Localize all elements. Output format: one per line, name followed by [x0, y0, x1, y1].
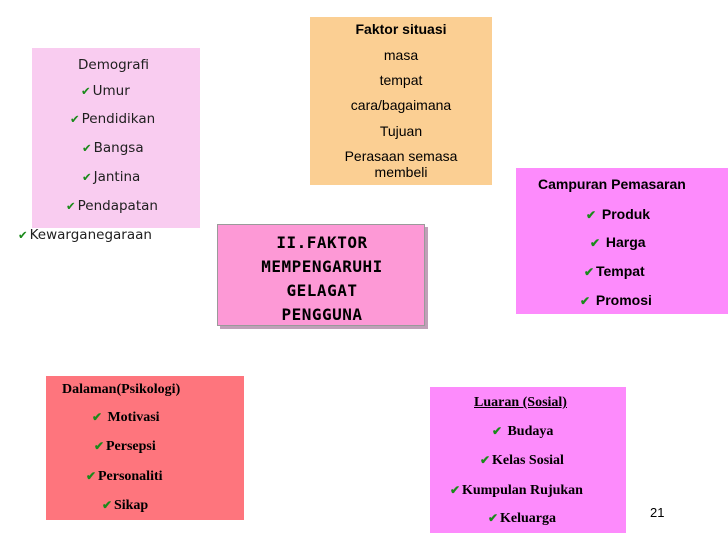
demografi-title: Demografi — [78, 57, 150, 73]
campuran-pemasaran-title: Campuran Pemasaran — [538, 176, 686, 192]
faktor-situasi-item: Tujuan — [379, 123, 423, 139]
checkmark-icon: ✔ — [86, 469, 96, 483]
demografi-item: ✔ Pendidikan — [70, 111, 156, 127]
dalaman-psikologi-box — [46, 376, 244, 520]
faktor-gelagat-pengguna-box — [217, 224, 425, 326]
demografi-item: ✔ Kewarganegaraan — [18, 227, 152, 243]
checkmark-icon: ✔ — [450, 483, 460, 497]
center-line: PENGGUNA — [281, 305, 363, 324]
dalaman-item: ✔ Personaliti — [86, 469, 163, 484]
faktor-situasi-item: membeli — [374, 164, 428, 180]
checkmark-icon: ✔ — [66, 199, 76, 213]
center-line: GELAGAT — [286, 281, 358, 300]
campuran-pemasaran-box — [516, 168, 728, 314]
checkmark-icon: ✔ — [92, 410, 102, 424]
faktor-situasi-title: Faktor situasi — [355, 21, 447, 37]
faktor-situasi-item: cara/bagaimana — [350, 97, 452, 113]
checkmark-icon: ✔ — [94, 439, 104, 453]
checkmark-icon: ✔ — [584, 265, 594, 279]
dalaman-item: ✔ Persepsi — [94, 439, 156, 454]
checkmark-icon: ✔ — [82, 141, 92, 155]
checkmark-icon: ✔ — [590, 236, 600, 250]
checkmark-icon: ✔ — [492, 424, 502, 438]
demografi-item: ✔ Jantina — [82, 169, 141, 185]
luaran-title: Luaran (Sosial) — [474, 395, 567, 410]
checkmark-icon: ✔ — [70, 112, 80, 126]
luaran-item: ✔ Kelas Sosial — [480, 453, 564, 468]
faktor-situasi-box — [310, 17, 492, 185]
dalaman-title: Dalaman(Psikologi) — [62, 382, 181, 397]
faktor-situasi-item: masa — [383, 47, 419, 63]
faktor-situasi-item: Perasaan semasa — [344, 148, 458, 164]
dalaman-item: ✔ Motivasi — [92, 410, 160, 425]
checkmark-icon: ✔ — [488, 511, 498, 525]
dalaman-item: ✔ Sikap — [102, 498, 149, 513]
luaran-item: ✔ Budaya — [492, 424, 554, 439]
campuran-pemasaran-item: ✔ Tempat — [584, 263, 645, 279]
demografi-item: ✔ Umur — [81, 83, 130, 99]
checkmark-icon: ✔ — [580, 294, 590, 308]
luaran-sosial-box — [430, 387, 626, 533]
checkmark-icon: ✔ — [480, 453, 490, 467]
faktor-situasi-item: tempat — [379, 72, 423, 88]
demografi-box — [32, 48, 200, 228]
demografi-item: ✔ Pendapatan — [66, 198, 158, 214]
page-number: 21 — [650, 505, 665, 520]
checkmark-icon: ✔ — [82, 170, 92, 184]
checkmark-icon: ✔ — [586, 208, 596, 222]
checkmark-icon: ✔ — [18, 228, 28, 242]
luaran-item: ✔ Keluarga — [488, 511, 556, 526]
campuran-pemasaran-item: ✔ Produk — [586, 206, 651, 222]
campuran-pemasaran-item: ✔ Promosi — [580, 292, 652, 308]
center-line: MEMPENGARUHI — [261, 257, 383, 276]
checkmark-icon: ✔ — [81, 84, 91, 98]
checkmark-icon: ✔ — [102, 498, 112, 512]
demografi-item: ✔ Bangsa — [82, 140, 144, 156]
luaran-item: ✔ Kumpulan Rujukan — [450, 483, 583, 498]
center-line: II.FAKTOR — [276, 233, 368, 252]
campuran-pemasaran-item: ✔ Harga — [590, 234, 646, 250]
